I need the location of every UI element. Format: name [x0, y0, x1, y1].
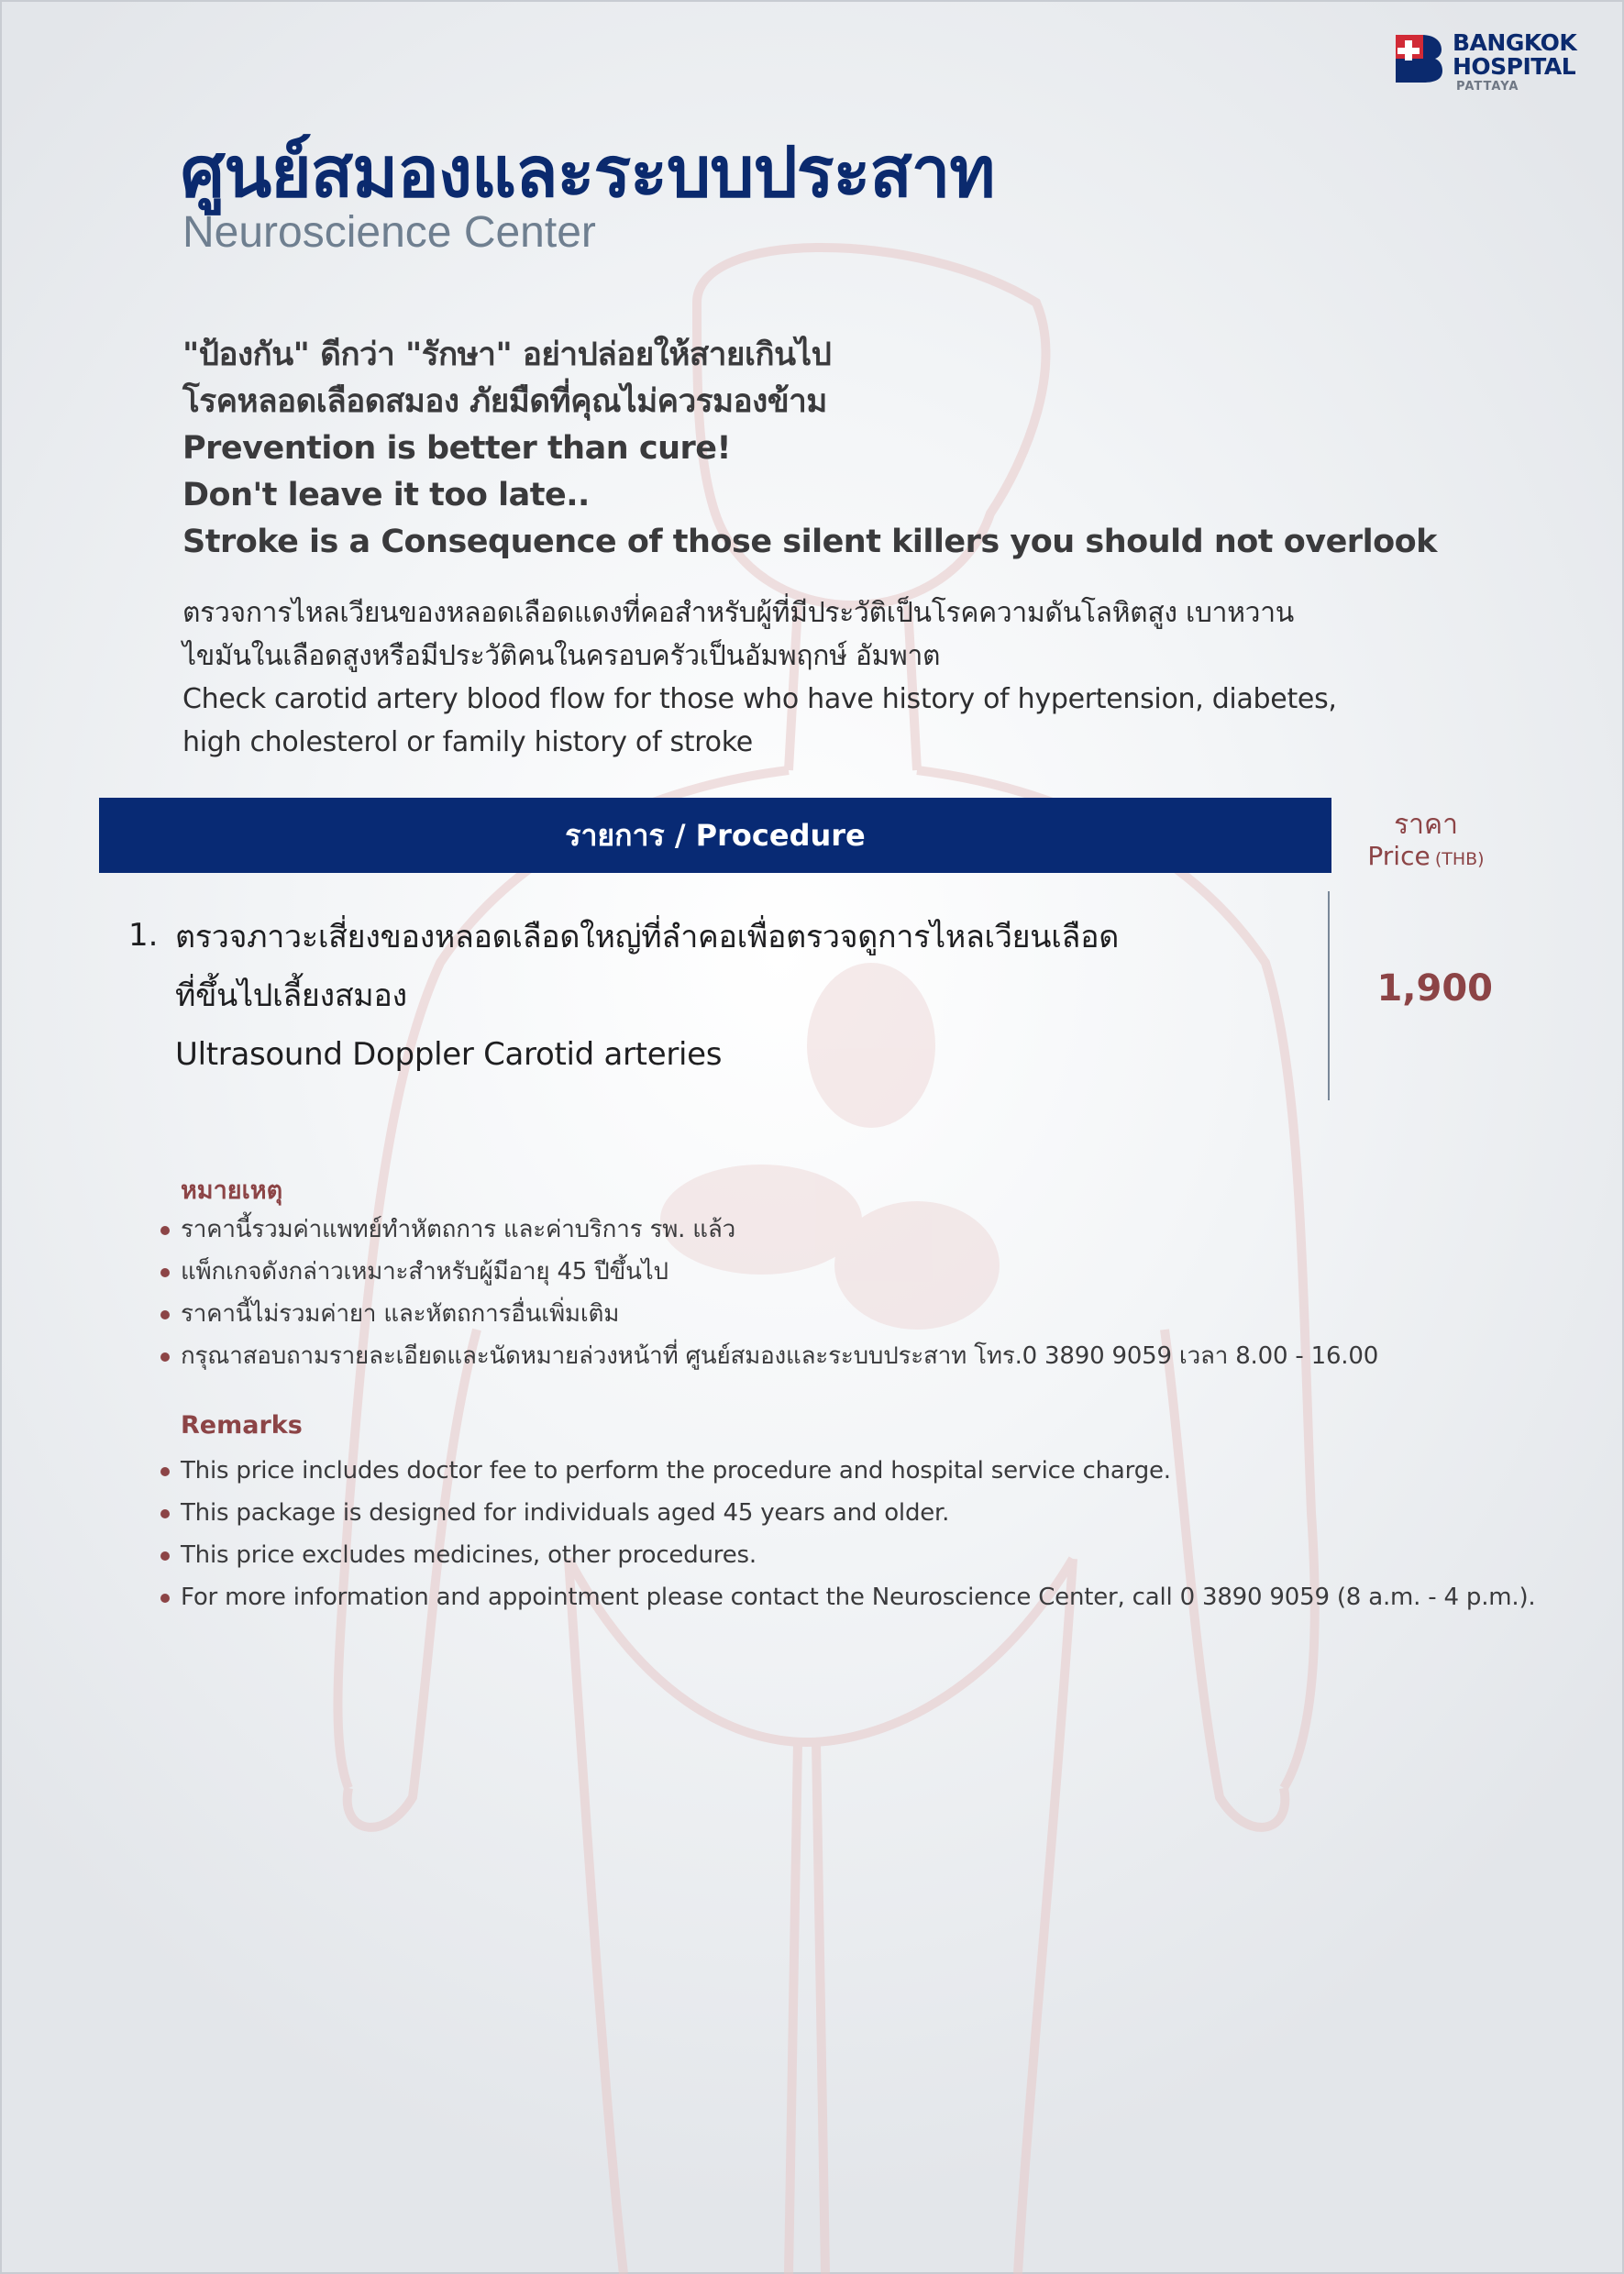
description-line: Check carotid artery blood flow for those who have history of hypertension, diabetes, [182, 683, 1337, 715]
row-procedure-line: ที่ขึ้นไปเลี้ยงสมอง [175, 977, 407, 1014]
remarks-english-title: Remarks [181, 1411, 303, 1440]
logo-wordmark [1453, 31, 1576, 95]
logo-line-pattaya: PATTAYA [1456, 80, 1519, 94]
row-procedure-line: ตรวจภาวะเสี่ยงของหลอดเลือดใหญ่ที่ลำคอเพื่อตรวจดูการไหลเวียนเลือด [175, 919, 1119, 955]
note-item: กรุณาสอบถามรายละเอียดและนัดหมายล่วงหน้าที่ ศูนย์สมองและระบบประสาท โทร.0 3890 9059 เวลา 8.00 - 16.00 [158, 1335, 1378, 1377]
price-header-unit: (THB) [1434, 849, 1485, 869]
headline-block [182, 332, 1437, 566]
figure-legs [569, 1559, 1073, 2274]
row-procedure-line: Ultrasound Doppler Carotid arteries [175, 1036, 723, 1073]
remark-item: For more information and appointment please contact the Neuroscience Center, call 0 3890 9059 (8 a.m. - 4 p.m.). [158, 1576, 1536, 1618]
page-title-english: Neuroscience Center [182, 208, 596, 257]
remark-item: This package is designed for individuals aged 45 years and older. [158, 1492, 1536, 1534]
logo-line-bangkok: BANGKOK [1453, 29, 1577, 56]
row-price: 1,900 [1376, 967, 1493, 1010]
description-block [182, 591, 1337, 764]
note-item: แพ็กเกจดังกล่าวเหมาะสำหรับผู้มีอายุ 45 ปีขึ้นไป [158, 1251, 1378, 1293]
row-column-divider [1328, 891, 1330, 1100]
remarks-english-list [158, 1450, 1536, 1618]
page-title-thai: ศูนย์สมองและระบบประสาท [181, 131, 995, 213]
procedure-column-header: รายการ / Procedure [99, 798, 1331, 873]
description-line: high cholesterol or family history of stroke [182, 726, 753, 758]
headline-line: "ป้องกัน" ดีกว่า "รักษา" อย่าปล่อยให้สายเกินไป [182, 337, 832, 373]
logo-line-hospital: HOSPITAL [1453, 53, 1576, 80]
price-header-thai: ราคา [1394, 809, 1458, 841]
headline-line: Stroke is a Consequence of those silent killers you should not overlook [182, 524, 1437, 560]
description-line: ตรวจการไหลเวียนของหลอดเลือดแดงที่คอสำหรับผู้ที่มีประวัติเป็นโรคความดันโลหิตสูง เบาหวาน [182, 597, 1294, 629]
row-procedure-description [175, 908, 1119, 1084]
headline-line: Prevention is better than cure! [182, 430, 731, 467]
bangkok-hospital-logo-icon [1394, 33, 1443, 84]
notes-thai-list [158, 1209, 1378, 1377]
note-item: ราคานี้ไม่รวมค่ายา และหัตถการอื่นเพิ่มเติม [158, 1293, 1378, 1335]
note-item: ราคานี้รวมค่าแพทย์ทำหัตถการ และค่าบริการ รพ. แล้ว [158, 1209, 1378, 1251]
headline-line: โรคหลอดเลือดสมอง ภัยมืดที่คุณไม่ควรมองข้าม [182, 383, 827, 420]
remark-item: This price includes doctor fee to perform the procedure and hospital service charge. [158, 1450, 1536, 1492]
price-column-header [1331, 810, 1520, 872]
headline-line: Don't leave it too late.. [182, 477, 590, 513]
price-header-english: Price [1367, 841, 1431, 871]
description-line: ไขมันในเลือดสูงหรือมีประวัติคนในครอบครัวเป็นอัมพฤกษ์ อัมพาต [182, 640, 941, 672]
notes-thai-title: หมายเหตุ [181, 1176, 283, 1205]
row-number: 1. [128, 917, 159, 954]
hospital-logo [1394, 31, 1576, 95]
remark-item: This price excludes medicines, other procedures. [158, 1534, 1536, 1576]
